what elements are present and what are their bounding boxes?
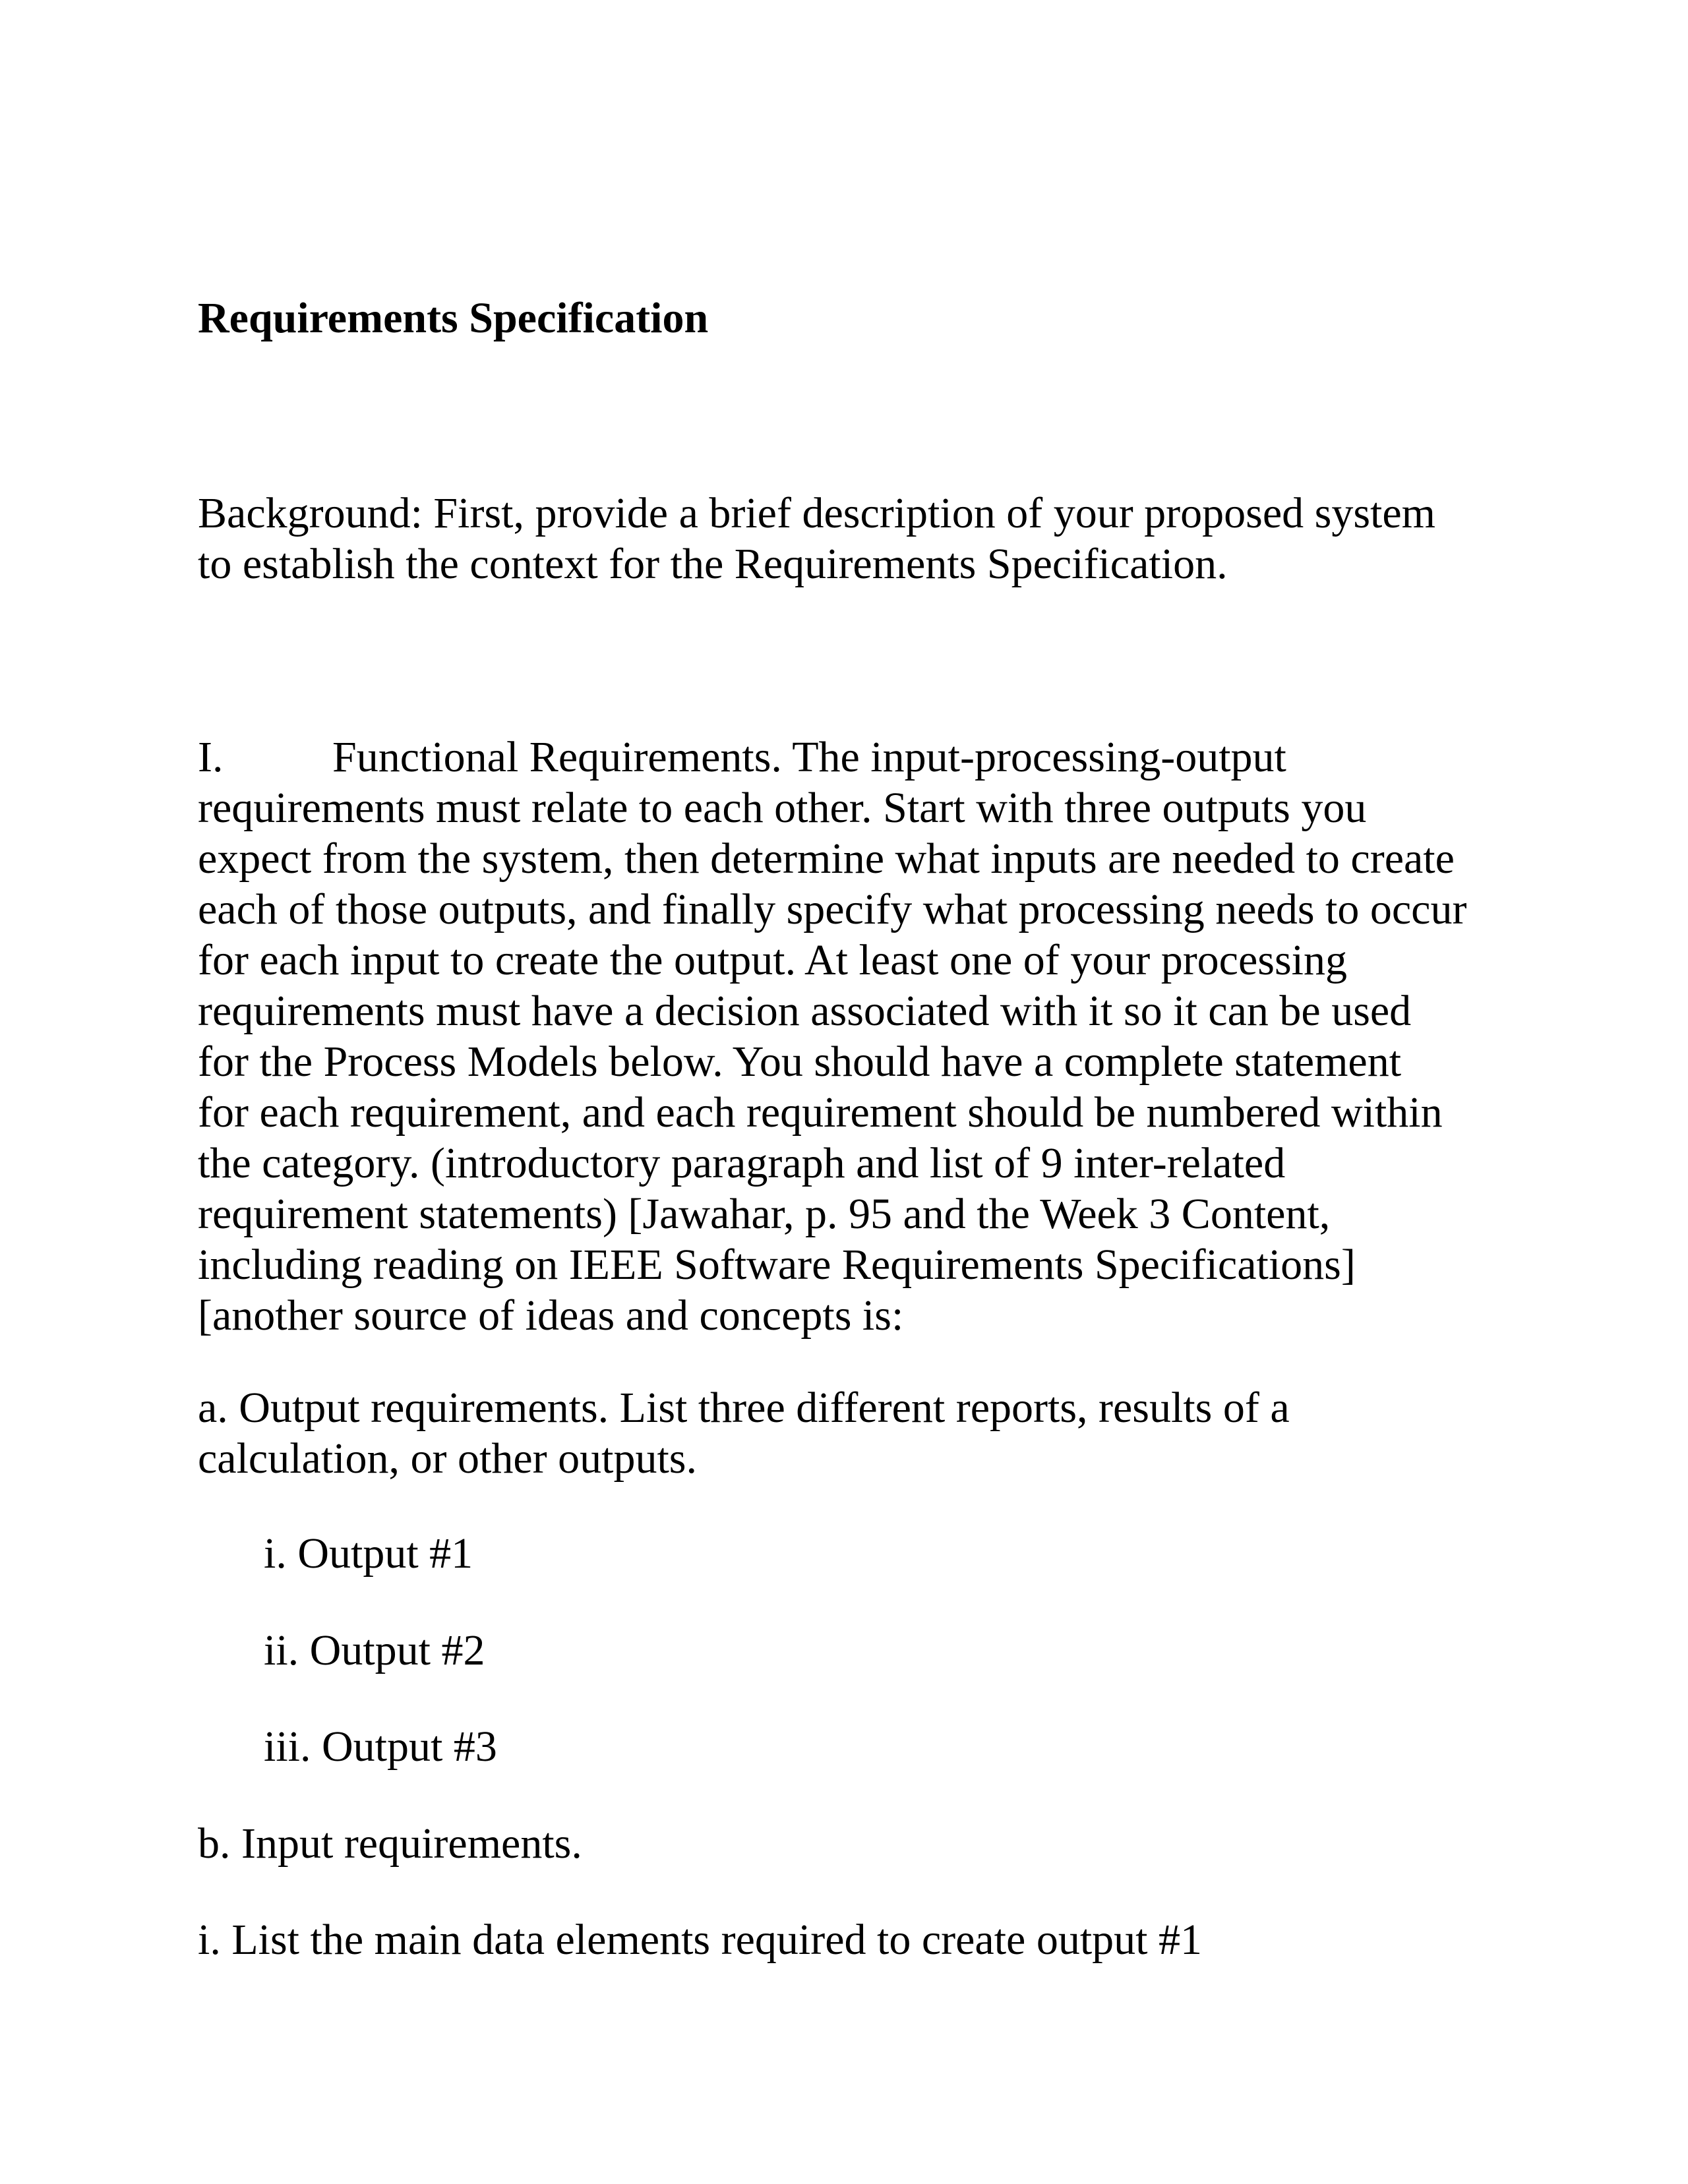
list-item: ii. Output #2 bbox=[264, 1626, 485, 1674]
list-item: i. List the main data elements required to create output #1 bbox=[198, 1916, 1202, 1964]
list-item: iii. Output #3 bbox=[264, 1723, 497, 1771]
functional-line: each of those outputs, and finally specify what processing needs to occur bbox=[198, 885, 1467, 933]
functional-first-line bbox=[198, 732, 1517, 782]
functional-line: including reading on IEEE Software Requirements Specifications] bbox=[198, 1241, 1356, 1289]
functional-line: [another source of ideas and concepts is: bbox=[198, 1291, 904, 1340]
background-line: to establish the context for the Requirements Specification. bbox=[198, 540, 1228, 588]
title-text: Requirements Specification bbox=[198, 294, 709, 342]
functional-line: requirement statements) [Jawahar, p. 95 and the Week 3 Content, bbox=[198, 1190, 1331, 1238]
output-item-1 bbox=[264, 1528, 1582, 1579]
output-item-2 bbox=[264, 1625, 1582, 1676]
functional-line: the category. (introductory paragraph and list of 9 inter-related bbox=[198, 1139, 1286, 1187]
list-item: i. Output #1 bbox=[264, 1529, 473, 1578]
input-requirements-text: b. Input requirements. bbox=[198, 1819, 582, 1868]
functional-line: requirements must have a decision associated with it so it can be used bbox=[198, 987, 1412, 1035]
functional-requirements-paragraph bbox=[198, 732, 1517, 1341]
input-item-1 bbox=[198, 1914, 1517, 1965]
functional-heading-text: Functional Requirements. The input-processing-output bbox=[332, 733, 1286, 781]
document-title bbox=[198, 293, 1517, 343]
output-requirements-line: a. Output requirements. List three different reports, results of a bbox=[198, 1384, 1290, 1432]
functional-line: for the Process Models below. You should have a complete statement bbox=[198, 1038, 1402, 1086]
functional-line: for each input to create the output. At least one of your processing bbox=[198, 936, 1347, 984]
functional-line: expect from the system, then determine what inputs are needed to create bbox=[198, 835, 1455, 883]
output-requirements-paragraph bbox=[198, 1382, 1517, 1484]
background-line: Background: First, provide a brief description of your proposed system bbox=[198, 489, 1435, 537]
functional-line: for each requirement, and each requirement should be numbered within bbox=[198, 1088, 1443, 1136]
section-numeral: I. bbox=[198, 733, 224, 781]
background-paragraph bbox=[198, 488, 1517, 589]
output-item-3 bbox=[264, 1721, 1582, 1772]
input-requirements-heading bbox=[198, 1818, 1517, 1869]
output-requirements-line: calculation, or other outputs. bbox=[198, 1434, 697, 1483]
functional-line: requirements must relate to each other. Start with three outputs you bbox=[198, 784, 1367, 832]
